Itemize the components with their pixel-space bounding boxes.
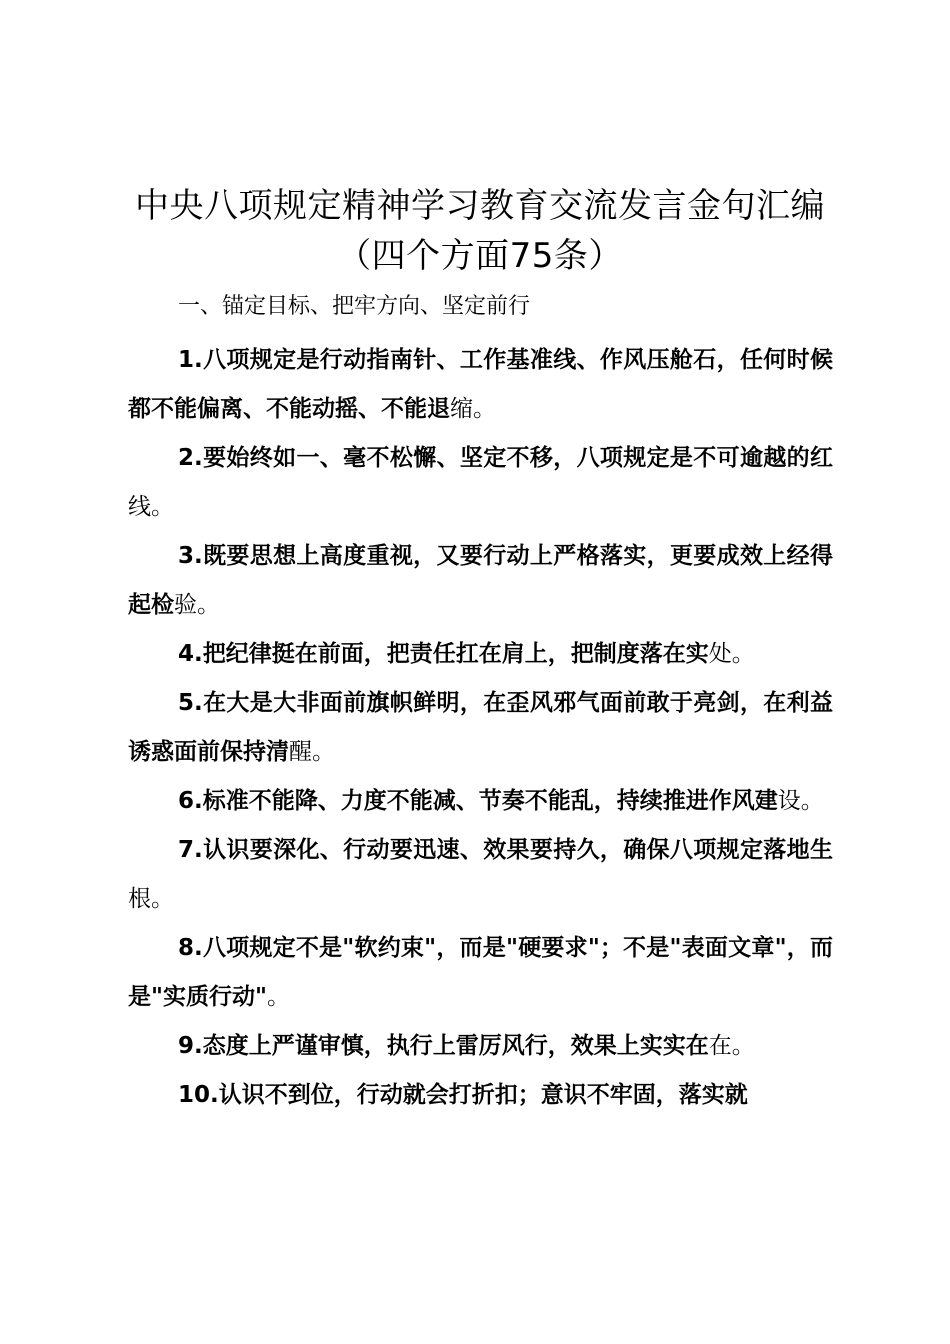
section-heading: 一、锚定目标、把牢方向、坚定前行 (178, 294, 531, 319)
item-text: 2.要始终如一、毫不松懈、坚定不移，八项规定是不可逾越的红 (178, 445, 833, 471)
list-item-7 (128, 826, 833, 924)
list-item-4 (128, 630, 833, 679)
item-text: 3.既要思想上高度重视，又要行动上严格落实，更要成效上经得起检 (128, 543, 833, 618)
item-text: 6.标准不能降、力度不能减、节奏不能乱，持续推进作风建 (178, 788, 778, 814)
list-item-10 (128, 1071, 833, 1120)
item-text-tail: 处。 (708, 641, 755, 667)
item-text-tail: 根。 (128, 886, 174, 912)
item-text: 10.认识不到位，行动就会打折扣；意识不牢固，落实就 (178, 1082, 748, 1108)
item-text-tail: 。 (266, 984, 290, 1010)
item-text-tail: 醒。 (289, 739, 335, 765)
list-item-6 (128, 777, 833, 826)
item-text-tail: 在。 (708, 1033, 755, 1059)
item-text: 5.在大是大非面前旗帜鲜明，在歪风邪气面前敢于亮剑，在利益诱惑面前保持清 (128, 690, 833, 765)
item-text: 8.八项规定不是"软约束"，而是"硬要求"；不是"表面文章"，而是"实质行动" (128, 935, 833, 1010)
list-item-2 (128, 434, 833, 532)
document-body (128, 336, 833, 1120)
list-item-9 (128, 1022, 833, 1071)
item-text: 9.态度上严谨审慎，执行上雷厉风行，效果上实实在 (178, 1033, 709, 1059)
list-item-3 (128, 532, 833, 630)
item-text: 7.认识要深化、行动要迅速、效果要持久，确保八项规定落地生 (178, 837, 833, 863)
item-text-tail: 线。 (128, 494, 174, 520)
item-text: 4.把纪律挺在前面，把责任扛在肩上，把制度落在实 (178, 641, 709, 667)
item-text-tail: 缩。 (450, 396, 496, 422)
document-subtitle: （四个方面75条） (337, 236, 623, 276)
document-title: 中央八项规定精神学习教育交流发言金句汇编 (135, 186, 825, 226)
list-item-8 (128, 924, 833, 1022)
item-text-tail: 验。 (174, 592, 220, 618)
list-item-1 (128, 336, 833, 434)
list-item-5 (128, 679, 833, 777)
item-text: 1.八项规定是行动指南针、工作基准线、作风压舱石，任何时候都不能偏离、不能动摇、不能退 (128, 347, 833, 422)
item-text-tail: 设。 (777, 788, 824, 814)
